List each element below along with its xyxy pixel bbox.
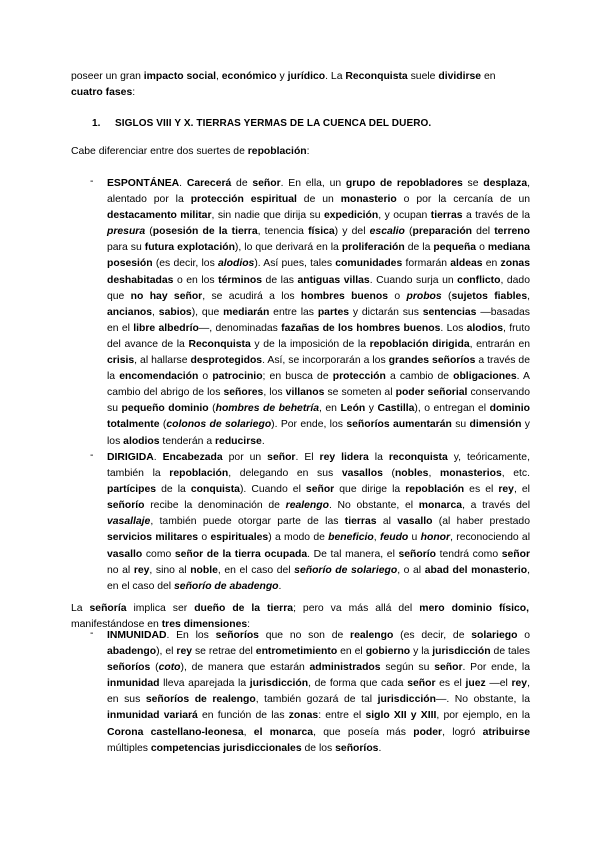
item2-run-16: monasterios: [439, 468, 502, 480]
bullet-dash: -: [90, 176, 94, 187]
item3-run-41: en función de las: [197, 710, 289, 722]
senoria-run-0: La: [71, 603, 90, 614]
item1-run-5: . En ella, un: [280, 178, 346, 189]
item3-run-35: , en sus: [107, 678, 530, 706]
item1-run-76: alodios: [466, 322, 504, 334]
item1-run-86: grandes señoríos: [388, 355, 476, 367]
item1-run-56: hombres buenos: [300, 290, 389, 302]
list-item-espontanea: [90, 176, 530, 450]
item2-run-59: , sino al: [149, 564, 191, 576]
item2-run-38: vasallo: [397, 516, 433, 528]
item2-run-4: señor: [267, 452, 296, 463]
item1-run-46: zonas deshabitadas: [107, 258, 530, 286]
item3-run-3: que no son de: [258, 630, 351, 641]
item1-run-54: no hay señor: [130, 290, 203, 302]
item3-run-47: ,: [243, 726, 254, 738]
item1-run-108: Castilla: [377, 403, 415, 415]
item1-run-51: . Cuando surja un: [369, 274, 458, 286]
item1-run-53: , dado que: [107, 274, 530, 302]
item3-run-45: , por ejemplo, en la: [436, 710, 530, 722]
item3-run-31: es el: [435, 678, 466, 690]
item2-run-63: , o al: [397, 564, 425, 576]
item1-run-77: , fruto del avance de la: [107, 322, 530, 350]
intro-run-0: poseer un gran: [71, 71, 144, 82]
item3-run-15: y la: [410, 646, 433, 658]
item1-run-82: crisis: [107, 355, 135, 367]
item2-run-34: vasallaje: [107, 516, 151, 528]
item3-run-37: , también gozará de tal: [255, 694, 378, 706]
item1-run-48: términos: [218, 274, 263, 286]
item1-run-118: alodios: [123, 435, 160, 447]
item2-run-1: .: [153, 452, 163, 463]
item3-run-8: abadengo: [107, 646, 157, 658]
item2-run-45: ,: [373, 532, 380, 544]
item3-run-21: ), de manera que estarán: [180, 662, 310, 674]
item2-run-10: repoblación: [169, 468, 229, 480]
item2-run-55: tendrá como: [436, 548, 502, 560]
item1-run-19: a través de la: [462, 210, 530, 222]
item2-run-2: Encabezada: [162, 452, 223, 463]
item3-run-27: lleva aparejada la: [159, 678, 250, 690]
item1-run-16: expedición: [323, 210, 379, 222]
item3-run-52: atribuirse: [482, 726, 530, 738]
item3-run-34: rey: [511, 678, 528, 690]
item2-run-47: u: [408, 532, 421, 544]
item1-run-17: , y ocupan: [378, 210, 431, 222]
item1-run-110: dominio totalmente: [107, 403, 530, 431]
intro-run-2: ,: [215, 71, 222, 82]
item3-run-38: jurisdicción: [377, 694, 436, 706]
item2-run-53: . De tal manera, el: [307, 548, 399, 560]
repoblacion-intro: [71, 144, 310, 160]
item2-run-52: señor de la tierra ocupada: [174, 548, 308, 560]
intro-run-11: cuatro fases: [71, 87, 133, 99]
item3-run-22: administrados: [309, 662, 381, 674]
senoria-run-5: mero dominio físico,: [419, 603, 529, 614]
item1-run-10: protección espiritual: [190, 194, 297, 206]
item1-run-105: , en: [319, 403, 341, 415]
item1-run-93: a cambio de: [385, 371, 454, 383]
item3-run-6: solariego: [471, 630, 518, 641]
item2-run-56: señor: [501, 548, 530, 560]
item1-run-67: entre las: [269, 306, 318, 318]
item2-run-37: al: [376, 516, 398, 528]
intro-run-7: Reconquista: [345, 71, 408, 82]
item2-run-22: señor: [305, 484, 335, 496]
item1-run-66: mediarán: [223, 306, 270, 318]
list-item-inmunidad: [90, 628, 530, 757]
item1-run-109: ), o entregan el: [414, 403, 490, 415]
item1-run-75: . Los: [440, 322, 467, 334]
item1-run-87: a través de la: [107, 355, 530, 383]
item1-run-59: (: [441, 290, 452, 302]
item1-run-97: , los: [263, 387, 286, 399]
item2-run-42: espirituales: [210, 532, 269, 544]
item3-run-57: .: [378, 742, 382, 754]
item3-run-33: —el: [485, 678, 512, 690]
item1-run-15: , sin nadie que dirija su: [211, 210, 324, 222]
item1-run-11: de un: [296, 194, 341, 206]
item2-run-40: servicios militares: [107, 532, 199, 544]
item2-run-36: tierras: [344, 516, 377, 528]
senoria-run-4: ; pero va más allá del: [293, 603, 420, 614]
list-item-dirigida: [90, 450, 530, 595]
senoria-run-6: manifestándose en: [71, 619, 162, 631]
item2-run-21: ). Cuando el: [239, 484, 306, 496]
item1-run-71: —basadas en el: [107, 306, 530, 334]
item1-run-115: su: [451, 419, 470, 431]
item2-run-18: partícipes: [107, 484, 157, 496]
item1-run-112: colonos de solariego: [166, 419, 272, 431]
item1-run-6: grupo de repobladores: [345, 178, 463, 189]
item2-run-58: rey: [133, 564, 150, 576]
item3-run-46: Corona castellano-leonesa: [107, 726, 244, 738]
item2-run-48: honor: [420, 532, 451, 544]
item3-run-2: señoríos: [215, 630, 259, 641]
item3-run-7: o: [517, 630, 531, 641]
item1-run-90: patrocinio: [212, 371, 263, 383]
item2-run-31: . No obstante, el: [328, 500, 419, 512]
intro-run-1: impacto social: [143, 71, 216, 82]
item1-run-13: o por la cercanía de un: [396, 194, 531, 206]
item2-run-26: rey: [498, 484, 514, 496]
item1-run-49: de las: [262, 274, 298, 286]
item1-run-34: proliferación: [341, 242, 405, 254]
section-title: SIGLOS VIII Y X. TIERRAS YERMAS DE LA CUENCA DEL DUERO.: [115, 118, 432, 129]
item3-run-24: señor: [434, 662, 463, 674]
intro-run-4: y: [276, 71, 288, 82]
senoria-run-1: señoría: [89, 603, 127, 614]
senoria-run-2: implica ser: [126, 603, 195, 614]
item1-run-99: se someten al: [324, 387, 396, 399]
item3-run-9: ), el: [156, 646, 177, 658]
item2-run-20: conquista: [190, 484, 240, 496]
item3-run-49: , que poseía más: [313, 726, 414, 738]
item1-run-41: ). Así pues, tales: [254, 258, 336, 270]
item3-run-56: señoríos: [335, 742, 379, 754]
item1-run-84: desprotegidos: [190, 355, 263, 367]
bullet-dash: -: [90, 628, 94, 639]
item1-run-29: del: [472, 226, 495, 238]
item1-run-78: Reconquista: [188, 338, 251, 350]
cabe-run-0: Cabe diferenciar entre dos suertes de: [71, 146, 248, 157]
item1-run-98: villanos: [285, 387, 325, 399]
item1-run-4: señor: [252, 178, 281, 189]
item2-run-54: señorío: [398, 548, 437, 560]
cabe-run-1: repoblación: [247, 146, 307, 157]
item3-run-14: gobierno: [365, 646, 411, 658]
item1-run-37: o: [476, 242, 488, 254]
item3-run-55: de los: [301, 742, 336, 754]
item2-run-65: , en el caso del: [107, 564, 531, 592]
item1-run-3: de: [231, 178, 253, 189]
cabe-run-2: :: [306, 146, 310, 157]
item1-run-104: hombres de behetría: [215, 403, 320, 415]
item1-run-36: pequeña: [433, 242, 477, 254]
item1-run-28: preparación: [412, 226, 473, 238]
item1-run-103: (: [208, 403, 216, 415]
item2-run-33: , a través del: [462, 500, 531, 512]
item1-run-31: para su: [107, 242, 145, 254]
item2-run-6: rey lidera: [319, 452, 369, 463]
item1-run-117: y los: [107, 419, 530, 447]
item1-run-70: sentencias: [422, 306, 477, 318]
item1-run-101: conservando su: [107, 387, 530, 415]
item2-run-30: realengo: [285, 500, 329, 512]
senoria-run-3: dueño de la tierra: [194, 603, 294, 614]
item3-run-43: : entre el: [318, 710, 366, 722]
item3-run-44: siglo XII y XIII: [365, 710, 437, 722]
item1-run-63: ,: [152, 306, 159, 318]
item3-run-51: , logró: [442, 726, 483, 738]
item2-run-57: no al: [107, 564, 134, 576]
item1-run-24: física: [308, 226, 335, 238]
item1-run-73: —, denominadas: [198, 322, 282, 334]
item1-run-43: formarán: [402, 258, 451, 270]
item1-run-18: tierras: [430, 210, 463, 222]
item1-run-113: ). Por ende, los: [271, 419, 347, 431]
item1-run-111: (: [159, 419, 167, 431]
item2-run-0: DIRIGIDA: [107, 452, 154, 463]
item1-run-58: probos: [406, 290, 442, 302]
item1-run-27: (: [404, 226, 413, 238]
item3-run-19: (: [150, 662, 159, 674]
item3-run-12: entrometimiento: [255, 646, 338, 658]
item1-run-120: reducirse: [215, 435, 262, 447]
item1-run-95: . A cambio del abrigo de los: [107, 371, 530, 399]
item1-run-119: tenderán a: [159, 435, 216, 447]
item3-run-28: jurisdicción: [249, 678, 309, 690]
item3-run-29: , de forma que cada: [308, 678, 408, 690]
intro-run-12: :: [132, 87, 136, 99]
intro-run-5: jurídico: [287, 71, 326, 82]
item1-run-100: poder señorial: [395, 387, 468, 399]
item3-run-5: (es decir, de: [393, 630, 472, 641]
item1-run-83: , al hallarse: [134, 355, 191, 367]
item1-run-89: o: [198, 371, 213, 383]
intro-run-6: . La: [325, 71, 346, 82]
item2-run-61: , en el caso del: [217, 564, 295, 576]
item2-run-13: (: [382, 468, 395, 480]
item1-run-69: y dictarán sus: [349, 306, 423, 318]
item1-run-40: alodios: [217, 258, 255, 270]
item1-run-79: y de la imposición de la: [250, 338, 370, 350]
item1-run-91: ; en busca de: [262, 371, 333, 383]
item2-run-15: ,: [428, 468, 440, 480]
item2-run-9: y, teóricamente, también la: [107, 452, 530, 480]
item3-run-4: realengo: [350, 630, 394, 641]
item2-run-8: reconquista: [388, 452, 448, 463]
item1-run-60: sujetos fiables: [451, 290, 528, 302]
item2-run-23: que dirige la: [334, 484, 406, 496]
item2-run-27: , el: [513, 484, 530, 496]
item1-run-44: aldeas: [450, 258, 483, 270]
item2-run-64: abad del monasterio: [424, 564, 528, 576]
item2-run-49: , reconociendo al: [450, 532, 531, 544]
senoria-run-7: tres dimensiones: [161, 619, 248, 631]
item2-run-29: recibe la denominación de: [144, 500, 286, 512]
item3-run-30: señor: [407, 678, 436, 690]
item3-run-11: se retrae del: [192, 646, 256, 658]
item2-run-7: la: [368, 452, 389, 463]
item3-run-23: según su: [380, 662, 435, 674]
item2-run-3: por un: [222, 452, 268, 463]
item1-run-72: libre albedrío: [133, 322, 199, 334]
item2-run-19: de la: [156, 484, 191, 496]
section-heading: [92, 116, 532, 132]
item1-run-21: (: [145, 226, 153, 238]
list-item-text: [107, 176, 530, 450]
item1-run-62: ancianos: [107, 306, 153, 318]
senoria-run-8: :: [247, 619, 251, 631]
item3-run-17: de tales: [490, 646, 530, 658]
item1-run-55: , se acudirá a los: [202, 290, 301, 302]
item2-run-35: , también puede otorgar parte de las: [150, 516, 345, 528]
item3-run-32: juez: [465, 678, 486, 690]
item3-run-13: en el: [337, 646, 366, 658]
item1-run-7: se: [462, 178, 484, 189]
item2-run-24: repoblación: [405, 484, 465, 496]
item2-run-11: , delegando en sus: [228, 468, 342, 480]
item1-run-42: comunidades: [335, 258, 403, 270]
item3-run-1: . En los: [166, 630, 216, 641]
item2-run-43: ) a modo de: [268, 532, 329, 544]
item3-run-53: múltiples: [107, 742, 151, 754]
item3-run-0: INMUNIDAD: [107, 630, 167, 641]
item2-run-41: o: [198, 532, 211, 544]
item1-run-20: presura: [107, 226, 146, 238]
item3-run-48: el monarca: [253, 726, 314, 738]
section-number: 1.: [92, 118, 101, 129]
item2-run-25: es el: [464, 484, 499, 496]
item1-run-45: en: [482, 258, 501, 270]
item1-run-14: destacamento militar: [107, 210, 212, 222]
item1-run-22: posesión de la tierra: [152, 226, 258, 238]
item3-run-16: jurisdicción: [432, 646, 491, 658]
item1-run-85: . Así, se incorporarán a los: [262, 355, 389, 367]
item1-run-121: .: [261, 435, 265, 447]
item2-run-66: señorío de abadengo: [174, 580, 279, 592]
item1-run-23: , tenencia: [257, 226, 309, 238]
item2-run-51: como: [142, 548, 175, 560]
item3-run-18: señoríos: [107, 662, 151, 674]
item1-run-96: señores: [223, 387, 264, 399]
item3-run-54: competencias jurisdiccionales: [150, 742, 302, 754]
item1-run-47: o en los: [173, 274, 219, 286]
item1-run-32: futura explotación: [144, 242, 235, 254]
item2-run-46: feudo: [379, 532, 409, 544]
bullet-dash: -: [90, 450, 94, 461]
item3-run-40: inmunidad variará: [107, 710, 198, 722]
item3-run-39: —. No obstante, la: [435, 694, 531, 706]
item2-run-5: . El: [295, 452, 320, 463]
item1-run-94: obligaciones: [453, 371, 517, 383]
list-item-text: [107, 628, 530, 757]
intro-run-3: económico: [221, 71, 277, 82]
intro-paragraph: [71, 69, 529, 101]
item3-run-20: coto: [158, 662, 181, 674]
item1-run-0: ESPONTÁNEA: [107, 178, 180, 189]
item3-run-42: zonas: [288, 710, 319, 722]
item1-run-64: sabios: [158, 306, 192, 318]
item2-run-17: , etc.: [501, 468, 531, 480]
item2-run-50: vasallo: [107, 548, 143, 560]
item2-run-60: noble: [190, 564, 218, 576]
item1-run-57: o: [388, 290, 407, 302]
item3-run-36: señoríos de realengo: [145, 694, 256, 706]
item3-run-26: inmunidad: [107, 678, 160, 690]
item1-run-106: León: [340, 403, 366, 415]
intro-run-10: en: [481, 71, 496, 82]
item1-run-50: antiguas villas: [297, 274, 370, 286]
item1-run-39: (es decir, los: [152, 258, 218, 270]
item2-run-14: nobles: [394, 468, 429, 480]
item1-run-1: .: [179, 178, 187, 189]
item1-run-114: señoríos aumentarán: [346, 419, 452, 431]
item1-run-81: , entrarán en: [469, 338, 530, 350]
item3-run-25: . Por ende, la: [462, 662, 530, 674]
item1-run-2: Carecerá: [186, 178, 232, 189]
item2-run-62: señorío de solariego: [294, 564, 398, 576]
item1-run-38: mediana posesión: [107, 242, 531, 270]
item1-run-26: escalio: [369, 226, 405, 238]
item2-run-44: beneficio: [328, 532, 374, 544]
item1-run-116: dimensión: [469, 419, 522, 431]
item1-run-102: pequeño dominio: [121, 403, 209, 415]
list-item-text: [107, 450, 530, 595]
item1-run-52: conflicto: [457, 274, 501, 286]
item1-run-80: repoblación dirigida: [369, 338, 470, 350]
item2-run-28: señorío: [107, 500, 145, 512]
intro-run-9: dividirse: [438, 71, 482, 82]
item1-run-65: ), que: [191, 306, 224, 318]
item1-run-30: terreno: [494, 226, 530, 238]
item1-run-74: fazañas de los hombres buenos: [281, 322, 441, 334]
item1-run-88: encomendación: [119, 371, 199, 383]
item1-run-25: ) y del: [334, 226, 370, 238]
item2-run-39: (al haber prestado: [432, 516, 530, 528]
item2-run-67: .: [278, 580, 282, 592]
item1-run-33: ), lo que derivará en la: [234, 242, 342, 254]
item1-run-35: de la: [404, 242, 434, 254]
item1-run-8: desplaza: [483, 178, 528, 189]
item3-run-50: poder: [413, 726, 443, 738]
item1-run-61: ,: [527, 290, 530, 302]
item3-run-10: rey: [176, 646, 193, 658]
item2-run-12: vasallos: [341, 468, 383, 480]
intro-run-8: suele: [407, 71, 439, 82]
item1-run-12: monasterio: [340, 194, 397, 206]
item1-run-92: protección: [332, 371, 386, 383]
item2-run-32: monarca: [418, 500, 463, 512]
item1-run-9: , alentado por la: [107, 178, 531, 206]
item1-run-107: y: [365, 403, 378, 415]
item1-run-68: partes: [317, 306, 350, 318]
